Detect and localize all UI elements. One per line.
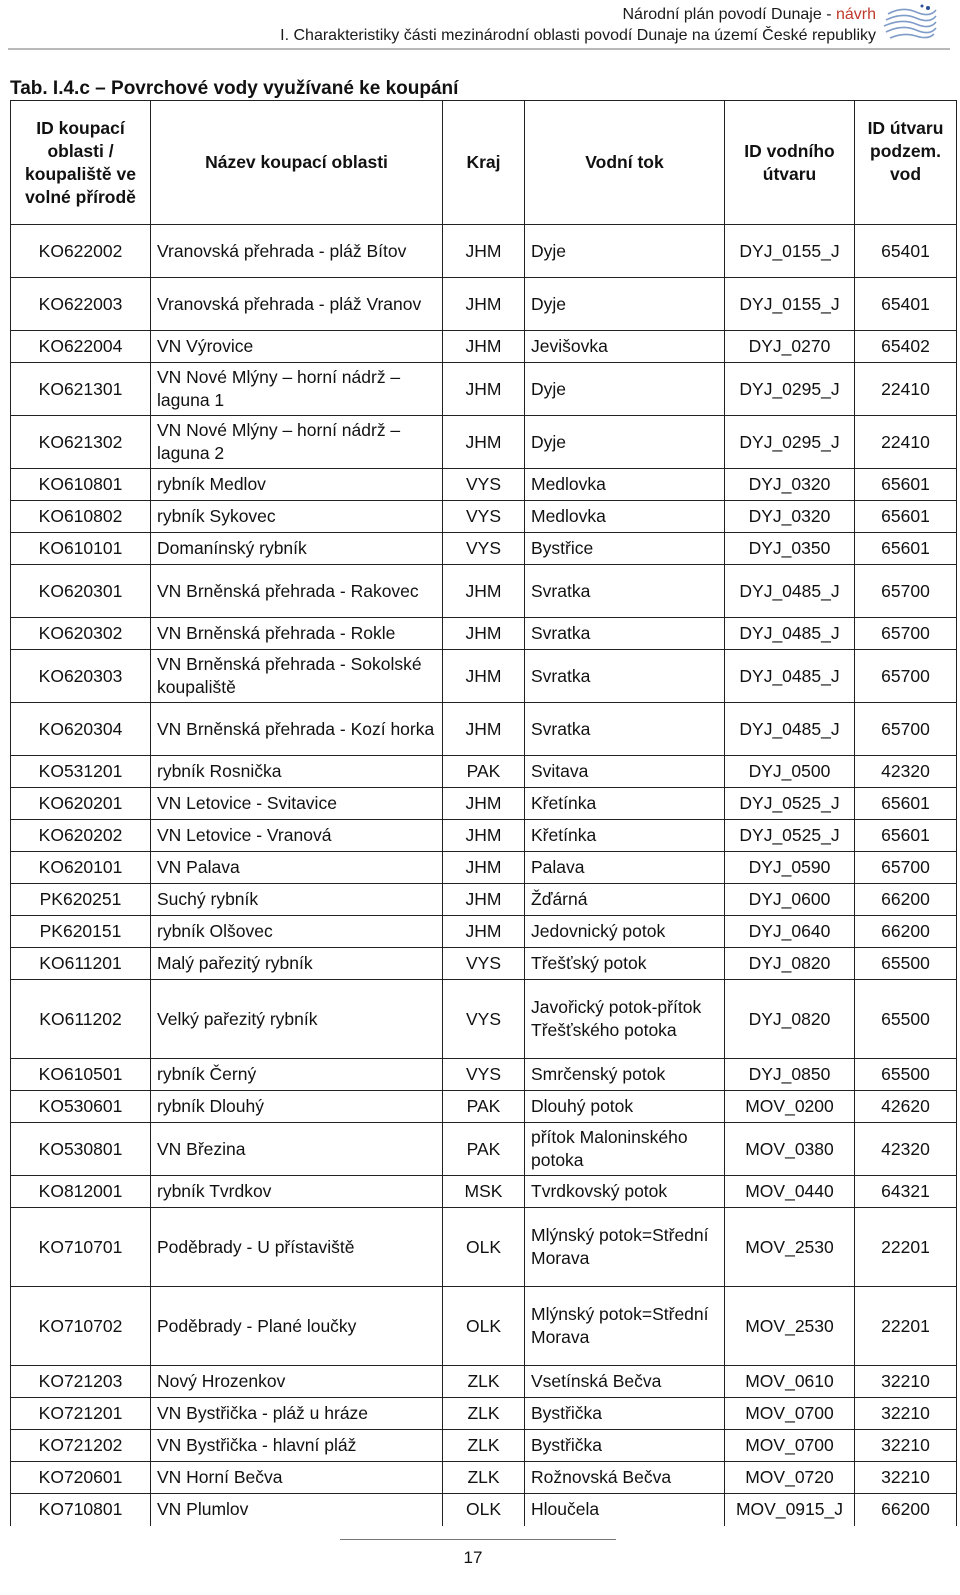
cell-gw: 65401 bbox=[855, 225, 957, 278]
table-header-row bbox=[11, 101, 957, 225]
table-row bbox=[11, 331, 957, 363]
bathing-waters-table bbox=[10, 100, 957, 1526]
cell-id: KO530801 bbox=[11, 1123, 151, 1176]
cell-wb: MOV_0380 bbox=[725, 1123, 855, 1176]
cell-kraj: JHM bbox=[443, 278, 525, 331]
cell-id: KO610801 bbox=[11, 469, 151, 501]
cell-kraj: VYS bbox=[443, 469, 525, 501]
cell-id: KO721201 bbox=[11, 1398, 151, 1430]
cell-wb: DYJ_0155_J bbox=[725, 225, 855, 278]
header-divider bbox=[8, 48, 950, 50]
cell-name: rybník Tvrdkov bbox=[151, 1176, 443, 1208]
cell-kraj: ZLK bbox=[443, 1462, 525, 1494]
cell-wb: MOV_0720 bbox=[725, 1462, 855, 1494]
cell-tok: Rožnovská Bečva bbox=[525, 1462, 725, 1494]
cell-name: Suchý rybník bbox=[151, 884, 443, 916]
cell-gw: 22410 bbox=[855, 416, 957, 469]
table-row bbox=[11, 565, 957, 618]
cell-name: VN Letovice - Svitavice bbox=[151, 788, 443, 820]
cell-tok: Bystřička bbox=[525, 1398, 725, 1430]
table-row bbox=[11, 1462, 957, 1494]
cell-kraj: OLK bbox=[443, 1208, 525, 1287]
cell-id: KO622004 bbox=[11, 331, 151, 363]
cell-kraj: JHM bbox=[443, 416, 525, 469]
table-row bbox=[11, 1123, 957, 1176]
danube-logo-icon bbox=[882, 2, 938, 46]
cell-name: Vranovská přehrada - pláž Vranov bbox=[151, 278, 443, 331]
column-header-id: ID koupací oblasti / koupaliště ve volné přírodě bbox=[11, 101, 151, 225]
cell-kraj: ZLK bbox=[443, 1398, 525, 1430]
table-title: Tab. I.4.c – Povrchové vody využívané ke koupání bbox=[10, 78, 459, 99]
table-row bbox=[11, 1430, 957, 1462]
cell-id: KO710701 bbox=[11, 1208, 151, 1287]
cell-gw: 65601 bbox=[855, 469, 957, 501]
cell-kraj: JHM bbox=[443, 225, 525, 278]
cell-tok: Medlovka bbox=[525, 501, 725, 533]
cell-name: rybník Rosnička bbox=[151, 756, 443, 788]
cell-name: VN Palava bbox=[151, 852, 443, 884]
cell-wb: MOV_2530 bbox=[725, 1287, 855, 1366]
cell-name: VN Výrovice bbox=[151, 331, 443, 363]
cell-gw: 65700 bbox=[855, 852, 957, 884]
header-line-2: I. Charakteristiky části mezinárodní oblasti povodí Dunaje na území České republiky bbox=[280, 27, 876, 44]
cell-wb: MOV_0700 bbox=[725, 1430, 855, 1462]
cell-kraj: VYS bbox=[443, 1059, 525, 1091]
cell-kraj: ZLK bbox=[443, 1366, 525, 1398]
cell-id: KO611202 bbox=[11, 980, 151, 1059]
cell-id: KO530601 bbox=[11, 1091, 151, 1123]
cell-id: KO611201 bbox=[11, 948, 151, 980]
column-header-name: Název koupací oblasti bbox=[151, 101, 443, 225]
cell-id: PK620151 bbox=[11, 916, 151, 948]
cell-gw: 65700 bbox=[855, 565, 957, 618]
cell-wb: MOV_0440 bbox=[725, 1176, 855, 1208]
cell-name: Vranovská přehrada - pláž Bítov bbox=[151, 225, 443, 278]
column-header-groundwater-body: ID útvaru podzem. vod bbox=[855, 101, 957, 225]
cell-gw: 66200 bbox=[855, 884, 957, 916]
table-row bbox=[11, 980, 957, 1059]
cell-name: Malý pařezitý rybník bbox=[151, 948, 443, 980]
cell-id: KO621302 bbox=[11, 416, 151, 469]
cell-gw: 22201 bbox=[855, 1208, 957, 1287]
cell-tok: Křetínka bbox=[525, 820, 725, 852]
cell-gw: 65402 bbox=[855, 331, 957, 363]
cell-kraj: OLK bbox=[443, 1287, 525, 1366]
column-header-water-body: ID vodního útvaru bbox=[725, 101, 855, 225]
cell-kraj: VYS bbox=[443, 980, 525, 1059]
cell-id: KO720601 bbox=[11, 1462, 151, 1494]
table-row bbox=[11, 788, 957, 820]
cell-name: VN Brněnská přehrada - Kozí horka bbox=[151, 703, 443, 756]
cell-name: VN Nové Mlýny – horní nádrž – laguna 1 bbox=[151, 363, 443, 416]
cell-tok: Mlýnský potok=Střední Morava bbox=[525, 1287, 725, 1366]
cell-tok: Dyje bbox=[525, 416, 725, 469]
cell-tok: Bystřička bbox=[525, 1430, 725, 1462]
cell-id: KO721203 bbox=[11, 1366, 151, 1398]
table-row bbox=[11, 852, 957, 884]
cell-tok: Svitava bbox=[525, 756, 725, 788]
cell-gw: 65601 bbox=[855, 501, 957, 533]
table-row bbox=[11, 533, 957, 565]
cell-name: VN Letovice - Vranová bbox=[151, 820, 443, 852]
table-row bbox=[11, 820, 957, 852]
page-number: 17 bbox=[463, 1548, 483, 1567]
cell-gw: 65601 bbox=[855, 533, 957, 565]
cell-tok: přítok Maloninského potoka bbox=[525, 1123, 725, 1176]
cell-tok: Žďárná bbox=[525, 884, 725, 916]
cell-id: KO620101 bbox=[11, 852, 151, 884]
table-row bbox=[11, 1366, 957, 1398]
cell-gw: 65700 bbox=[855, 650, 957, 703]
cell-name: rybník Olšovec bbox=[151, 916, 443, 948]
cell-wb: DYJ_0525_J bbox=[725, 820, 855, 852]
cell-wb: MOV_0700 bbox=[725, 1398, 855, 1430]
cell-kraj: JHM bbox=[443, 565, 525, 618]
cell-name: VN Bystřička - pláž u hráze bbox=[151, 1398, 443, 1430]
cell-gw: 22410 bbox=[855, 363, 957, 416]
cell-name: rybník Medlov bbox=[151, 469, 443, 501]
table-row bbox=[11, 416, 957, 469]
cell-gw: 32210 bbox=[855, 1398, 957, 1430]
cell-name: Velký pařezitý rybník bbox=[151, 980, 443, 1059]
cell-kraj: JHM bbox=[443, 788, 525, 820]
cell-wb: DYJ_0295_J bbox=[725, 363, 855, 416]
cell-id: KO610501 bbox=[11, 1059, 151, 1091]
cell-id: KO622002 bbox=[11, 225, 151, 278]
cell-gw: 65500 bbox=[855, 948, 957, 980]
cell-wb: DYJ_0350 bbox=[725, 533, 855, 565]
cell-wb: DYJ_0590 bbox=[725, 852, 855, 884]
cell-gw: 65700 bbox=[855, 618, 957, 650]
cell-kraj: VYS bbox=[443, 501, 525, 533]
cell-wb: MOV_0200 bbox=[725, 1091, 855, 1123]
cell-wb: DYJ_0640 bbox=[725, 916, 855, 948]
cell-tok: Palava bbox=[525, 852, 725, 884]
cell-name: Nový Hrozenkov bbox=[151, 1366, 443, 1398]
cell-gw: 65601 bbox=[855, 820, 957, 852]
table-row bbox=[11, 225, 957, 278]
cell-tok: Tvrdkovský potok bbox=[525, 1176, 725, 1208]
cell-tok: Svratka bbox=[525, 650, 725, 703]
cell-tok: Dyje bbox=[525, 363, 725, 416]
cell-wb: DYJ_0320 bbox=[725, 501, 855, 533]
cell-wb: DYJ_0485_J bbox=[725, 703, 855, 756]
table-row bbox=[11, 1059, 957, 1091]
cell-tok: Dyje bbox=[525, 225, 725, 278]
cell-tok: Jedovnický potok bbox=[525, 916, 725, 948]
cell-id: KO620301 bbox=[11, 565, 151, 618]
cell-id: KO620202 bbox=[11, 820, 151, 852]
cell-wb: DYJ_0155_J bbox=[725, 278, 855, 331]
cell-id: KO622003 bbox=[11, 278, 151, 331]
cell-tok: Svratka bbox=[525, 618, 725, 650]
table-row bbox=[11, 363, 957, 416]
cell-id: KO621301 bbox=[11, 363, 151, 416]
cell-kraj: JHM bbox=[443, 363, 525, 416]
cell-gw: 65401 bbox=[855, 278, 957, 331]
cell-kraj: VYS bbox=[443, 533, 525, 565]
cell-gw: 42620 bbox=[855, 1091, 957, 1123]
cell-tok: Křetínka bbox=[525, 788, 725, 820]
cell-tok: Svratka bbox=[525, 703, 725, 756]
table-row bbox=[11, 756, 957, 788]
cell-gw: 22201 bbox=[855, 1287, 957, 1366]
cell-gw: 65500 bbox=[855, 980, 957, 1059]
cell-id: KO721202 bbox=[11, 1430, 151, 1462]
table-row bbox=[11, 501, 957, 533]
cell-kraj: JHM bbox=[443, 916, 525, 948]
cell-id: PK620251 bbox=[11, 884, 151, 916]
cell-tok: Vsetínská Bečva bbox=[525, 1366, 725, 1398]
cell-name: VN Brněnská přehrada - Rakovec bbox=[151, 565, 443, 618]
table-row bbox=[11, 948, 957, 980]
table-row bbox=[11, 618, 957, 650]
cell-id: KO710801 bbox=[11, 1494, 151, 1526]
cell-id: KO620302 bbox=[11, 618, 151, 650]
cell-tok: Jevišovka bbox=[525, 331, 725, 363]
cell-gw: 65700 bbox=[855, 703, 957, 756]
cell-wb: DYJ_0485_J bbox=[725, 650, 855, 703]
cell-name: VN Nové Mlýny – horní nádrž – laguna 2 bbox=[151, 416, 443, 469]
cell-kraj: JHM bbox=[443, 852, 525, 884]
cell-gw: 64321 bbox=[855, 1176, 957, 1208]
cell-wb: MOV_2530 bbox=[725, 1208, 855, 1287]
cell-kraj: PAK bbox=[443, 1123, 525, 1176]
cell-gw: 32210 bbox=[855, 1462, 957, 1494]
cell-name: Poděbrady - U přístaviště bbox=[151, 1208, 443, 1287]
cell-name: Domanínský rybník bbox=[151, 533, 443, 565]
cell-name: VN Horní Bečva bbox=[151, 1462, 443, 1494]
table-row bbox=[11, 650, 957, 703]
table-row bbox=[11, 916, 957, 948]
cell-gw: 66200 bbox=[855, 1494, 957, 1526]
cell-kraj: PAK bbox=[443, 1091, 525, 1123]
table-row bbox=[11, 1287, 957, 1366]
table-row bbox=[11, 884, 957, 916]
cell-kraj: JHM bbox=[443, 884, 525, 916]
header-line-1 bbox=[280, 4, 876, 25]
cell-name: VN Březina bbox=[151, 1123, 443, 1176]
table-row bbox=[11, 1398, 957, 1430]
cell-wb: DYJ_0320 bbox=[725, 469, 855, 501]
cell-wb: MOV_0915_J bbox=[725, 1494, 855, 1526]
table-row bbox=[11, 1208, 957, 1287]
cell-kraj: VYS bbox=[443, 948, 525, 980]
cell-wb: DYJ_0295_J bbox=[725, 416, 855, 469]
column-header-tok: Vodní tok bbox=[525, 101, 725, 225]
cell-tok: Smrčenský potok bbox=[525, 1059, 725, 1091]
cell-name: VN Bystřička - hlavní pláž bbox=[151, 1430, 443, 1462]
cell-kraj: MSK bbox=[443, 1176, 525, 1208]
cell-gw: 65500 bbox=[855, 1059, 957, 1091]
table-row bbox=[11, 469, 957, 501]
cell-id: KO620303 bbox=[11, 650, 151, 703]
cell-gw: 32210 bbox=[855, 1430, 957, 1462]
cell-name: Poděbrady - Plané loučky bbox=[151, 1287, 443, 1366]
cell-gw: 32210 bbox=[855, 1366, 957, 1398]
cell-wb: DYJ_0500 bbox=[725, 756, 855, 788]
cell-tok: Dlouhý potok bbox=[525, 1091, 725, 1123]
cell-wb: DYJ_0820 bbox=[725, 948, 855, 980]
cell-kraj: OLK bbox=[443, 1494, 525, 1526]
cell-tok: Mlýnský potok=Střední Morava bbox=[525, 1208, 725, 1287]
cell-kraj: JHM bbox=[443, 820, 525, 852]
cell-tok: Javořický potok-přítok Třešťského potoka bbox=[525, 980, 725, 1059]
cell-kraj: JHM bbox=[443, 703, 525, 756]
cell-id: KO531201 bbox=[11, 756, 151, 788]
cell-tok: Dyje bbox=[525, 278, 725, 331]
cell-id: KO610101 bbox=[11, 533, 151, 565]
table-row bbox=[11, 1494, 957, 1526]
cell-name: VN Plumlov bbox=[151, 1494, 443, 1526]
document-header bbox=[280, 4, 876, 46]
cell-wb: MOV_0610 bbox=[725, 1366, 855, 1398]
cell-name: VN Brněnská přehrada - Sokolské koupaliště bbox=[151, 650, 443, 703]
column-header-kraj: Kraj bbox=[443, 101, 525, 225]
table-row bbox=[11, 1176, 957, 1208]
table-row bbox=[11, 278, 957, 331]
cell-wb: DYJ_0600 bbox=[725, 884, 855, 916]
cell-id: KO710702 bbox=[11, 1287, 151, 1366]
table-row bbox=[11, 1091, 957, 1123]
cell-id: KO620201 bbox=[11, 788, 151, 820]
cell-tok: Medlovka bbox=[525, 469, 725, 501]
cell-wb: DYJ_0485_J bbox=[725, 618, 855, 650]
cell-gw: 66200 bbox=[855, 916, 957, 948]
cell-kraj: JHM bbox=[443, 331, 525, 363]
cell-name: VN Brněnská přehrada - Rokle bbox=[151, 618, 443, 650]
cell-kraj: PAK bbox=[443, 756, 525, 788]
cell-wb: DYJ_0820 bbox=[725, 980, 855, 1059]
header-draft-label: návrh bbox=[835, 6, 876, 23]
cell-tok: Hloučela bbox=[525, 1494, 725, 1526]
cell-id: KO812001 bbox=[11, 1176, 151, 1208]
cell-gw: 42320 bbox=[855, 1123, 957, 1176]
table-row bbox=[11, 703, 957, 756]
cell-kraj: JHM bbox=[443, 650, 525, 703]
cell-kraj: JHM bbox=[443, 618, 525, 650]
cell-id: KO620304 bbox=[11, 703, 151, 756]
footer-divider bbox=[340, 1539, 616, 1540]
cell-name: rybník Černý bbox=[151, 1059, 443, 1091]
header-plan-title: Národní plán povodí Dunaje - bbox=[622, 6, 836, 23]
cell-wb: DYJ_0485_J bbox=[725, 565, 855, 618]
cell-tok: Bystřice bbox=[525, 533, 725, 565]
cell-id: KO610802 bbox=[11, 501, 151, 533]
cell-gw: 42320 bbox=[855, 756, 957, 788]
cell-wb: DYJ_0270 bbox=[725, 331, 855, 363]
cell-name: rybník Sykovec bbox=[151, 501, 443, 533]
cell-tok: Svratka bbox=[525, 565, 725, 618]
cell-wb: DYJ_0525_J bbox=[725, 788, 855, 820]
cell-tok: Třešťský potok bbox=[525, 948, 725, 980]
cell-name: rybník Dlouhý bbox=[151, 1091, 443, 1123]
cell-gw: 65601 bbox=[855, 788, 957, 820]
cell-kraj: ZLK bbox=[443, 1430, 525, 1462]
cell-wb: DYJ_0850 bbox=[725, 1059, 855, 1091]
